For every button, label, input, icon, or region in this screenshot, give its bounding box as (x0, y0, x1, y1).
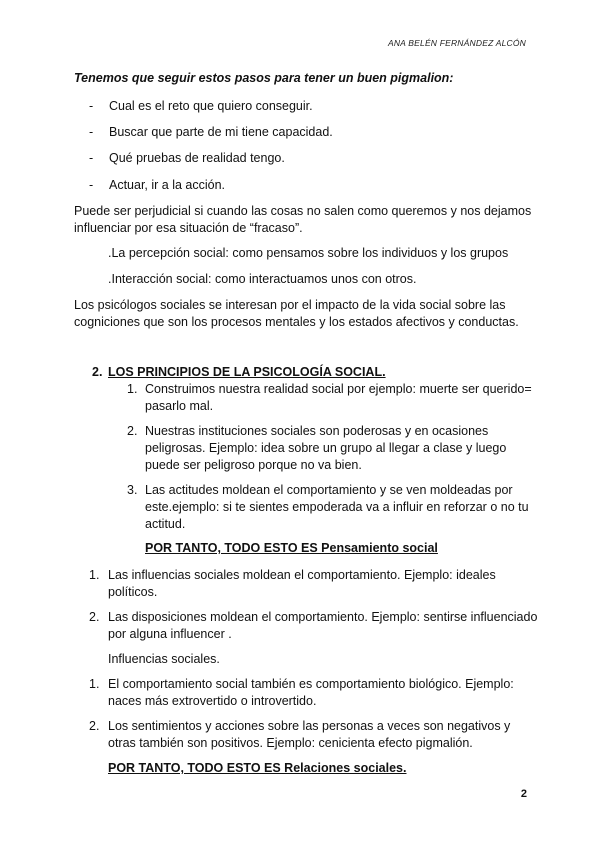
influence-line: Las influencias sociales moldean el comportamiento. Ejemplo: ideales (108, 568, 496, 582)
principle-line: Las actitudes moldean el comportamiento y se ven moldeadas por (145, 483, 513, 497)
point-interaction: .Interacción social: como interactuamos unos con otros. (108, 272, 417, 286)
paragraph-2-line-2: cogniciones que son los procesos mentales y los estados afectivos y conductas. (74, 315, 519, 329)
list-item: Cual es el reto que quiero conseguir. (109, 99, 313, 113)
principle-number: 2. (127, 424, 138, 438)
principle-line: Construimos nuestra realidad social por ejemplo: muerte ser querido= (145, 382, 532, 396)
principle-line: este.ejemplo: si te sientes empoderada va a influir en reforzar o no tu (145, 500, 529, 514)
list-bullet: - (89, 99, 94, 113)
principle-number: 1. (127, 382, 138, 396)
paragraph-1-line-2: influenciar por esa situación de “fracaso”. (74, 221, 303, 235)
biology-line: otras también son positivos. Ejemplo: cenicienta efecto pigmalión. (108, 736, 473, 750)
principle-line: actitud. (145, 517, 186, 531)
list-item: Actuar, ir a la acción. (109, 178, 226, 192)
list-item: Buscar que parte de mi tiene capacidad. (109, 125, 333, 139)
conclusion-relaciones-sociales: POR TANTO, TODO ESTO ES Relaciones sociales. (108, 761, 407, 775)
page-header-author: ANA BELÉN FERNÁNDEZ ALCÓN (387, 38, 526, 48)
biology-number: 1. (89, 677, 100, 691)
influence-line: Las disposiciones moldean el comportamiento. Ejemplo: sentirse influenciado (108, 610, 538, 624)
list-bullet: - (89, 178, 94, 192)
paragraph-1-line-1: Puede ser perjudicial si cuando las cosas no salen como queremos y nos dejamos (74, 204, 532, 218)
influence-number: 2. (89, 610, 100, 624)
principle-number: 3. (127, 483, 138, 497)
list-bullet: - (89, 151, 94, 165)
principle-line: puede ser peligroso porque no va bien. (145, 458, 362, 472)
biology-line: Los sentimientos y acciones sobre las personas a veces son negativos y (108, 719, 511, 733)
principle-line: pasarlo mal. (145, 399, 214, 413)
biology-line: El comportamiento social también es comportamiento biológico. Ejemplo: (108, 677, 514, 691)
paragraph-2-line-1: Los psicólogos sociales se interesan por el impacto de la vida social sobre las (74, 298, 506, 312)
section-title: LOS PRINCIPIOS DE LA PSICOLOGÍA SOCIAL. (108, 365, 386, 379)
list-item: Qué pruebas de realidad tengo. (109, 151, 285, 165)
influence-number: 1. (89, 568, 100, 582)
biology-line: naces más extrovertido o introvertido. (108, 694, 317, 708)
biology-number: 2. (89, 719, 100, 733)
section-number: 2. (92, 365, 103, 379)
conclusion-pensamiento-social: POR TANTO, TODO ESTO ES Pensamiento social (145, 541, 438, 555)
page-number: 2 (520, 788, 527, 800)
influence-line: políticos. (108, 585, 158, 599)
influences-label: Influencias sociales. (108, 652, 220, 666)
influence-line: por alguna influencer . (108, 627, 232, 641)
point-perception: .La percepción social: como pensamos sobre los individuos y los grupos (108, 246, 509, 260)
list-bullet: - (89, 125, 94, 139)
intro-heading: Tenemos que seguir estos pasos para tener un buen pigmalion: (74, 71, 454, 85)
principle-line: peligrosas. Ejemplo: idea sobre un grupo al llegar a clase y luego (145, 441, 507, 455)
principle-line: Nuestras instituciones sociales son poderosas y en ocasiones (145, 424, 489, 438)
